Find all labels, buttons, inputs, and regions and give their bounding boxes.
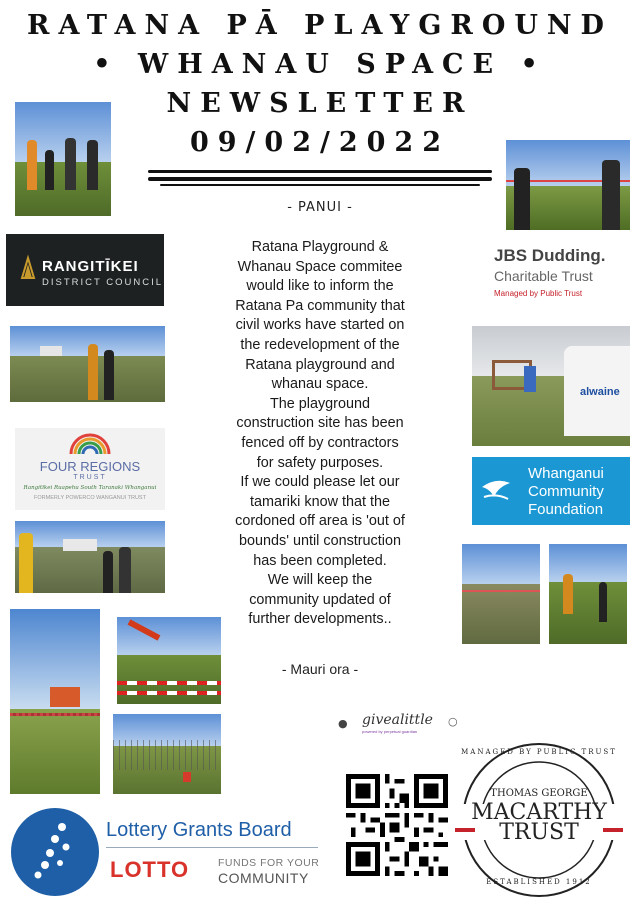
rangitikei-sub: DISTRICT COUNCIL <box>42 277 164 288</box>
newsletter-title-line3: NEWSLETTER <box>166 88 474 119</box>
seal-name-line3: TRUST <box>499 820 579 845</box>
qr-code-icon[interactable] <box>346 774 448 876</box>
photo-community-members <box>15 521 165 593</box>
lottery-name: Lottery Grants Board <box>106 819 292 841</box>
jbs-name: JBS Dudding. <box>494 246 606 265</box>
announcement-line: civil works have started on <box>235 317 405 334</box>
lottery-tagline-1: FUNDS FOR YOUR <box>218 857 320 869</box>
newsletter-title-line1: RATANA PĀ PLAYGROUND <box>27 10 613 41</box>
divider-rule-1 <box>148 170 492 173</box>
four-regions-name: FOUR REGIONS <box>39 459 141 474</box>
announcement-line: community updated of <box>249 591 391 608</box>
whanganui-line2: Community <box>528 483 604 500</box>
photo-fenced-construction <box>113 714 221 794</box>
circle-icon: ○ <box>448 715 458 728</box>
photo-people-by-fence <box>549 544 627 644</box>
four-regions-sub: TRUST <box>73 474 107 481</box>
photo-excavator-site <box>117 617 221 704</box>
divider-rule-2 <box>148 177 492 181</box>
divider-rule-3 <box>160 184 480 186</box>
seal-name-line1: THOMAS GEORGE <box>490 788 588 799</box>
photo-digger-behind-fence <box>10 609 100 794</box>
lotto-wordmark: LOTTO <box>110 857 190 882</box>
announcement-line: Whanau Space commitee <box>237 258 403 275</box>
announcement-line: would like to inform the <box>246 278 394 295</box>
four-regions-list: Rangitīkei Ruapehu South Taranaki Whanganui <box>23 485 157 491</box>
sign-off: - Mauri ora - <box>281 661 359 677</box>
four-regions-formerly: FORMERLY POWERCO WANGANUI TRUST <box>34 495 146 501</box>
whanganui-line1: Whanganui <box>528 465 604 482</box>
givealittle-logo <box>338 712 458 736</box>
announcement-text <box>205 238 435 630</box>
photo-people-at-site <box>10 326 165 402</box>
announcement-line: whanau space. <box>271 376 369 393</box>
announcement-line: Ratana Pa community that <box>235 297 405 314</box>
announcement-line: has been completed. <box>253 552 387 569</box>
announcement-line: The playground <box>269 395 370 412</box>
announcement-line: We will keep the <box>267 572 373 589</box>
whanganui-community-foundation-logo <box>472 457 630 525</box>
person-icon: ● <box>338 717 348 730</box>
announcement-line: Ratana playground and <box>245 356 395 373</box>
rangitikei-logo <box>6 234 164 306</box>
four-regions-trust-logo <box>15 428 165 510</box>
whanganui-bird-icon <box>472 457 518 525</box>
announcement-line: bounds' until construction <box>239 532 401 549</box>
givealittle-sub: powered by perpetual guardian <box>362 729 418 734</box>
jbs-dudding-logo <box>472 234 630 310</box>
whanganui-line3: Foundation <box>528 501 604 518</box>
seal-bottom-text: ESTABLISHED 1912 <box>486 878 592 886</box>
newsletter-date: 09/02/2022 <box>189 127 450 158</box>
announcement-line: If we could please let our <box>240 474 400 491</box>
jbs-managed: Managed by Public Trust <box>494 289 583 298</box>
photo-playground-and-van <box>472 326 630 446</box>
givealittle-name: givealittle <box>362 712 433 728</box>
announcement-line: the redevelopment of the <box>240 336 400 353</box>
seal-top-text: MANAGED BY PUBLIC TRUST <box>461 748 617 756</box>
photo-fenced-field <box>462 544 540 644</box>
photo-men-at-fence <box>506 140 630 230</box>
rangitikei-name: RANGITĪKEI <box>42 258 139 275</box>
lottery-figure-icon <box>10 807 100 897</box>
lottery-tagline-2: COMMUNITY <box>218 870 309 886</box>
newsletter-title-line2: • WHANAU SPACE • <box>93 49 547 80</box>
announcement-line: tamariki know that the <box>250 493 390 510</box>
lottery-grants-board-logo <box>10 807 320 897</box>
jbs-sub: Charitable Trust <box>494 268 593 284</box>
announcement-line: for safety purposes. <box>256 454 384 471</box>
seal-name-line2: MACARTHY <box>471 800 607 825</box>
announcement-line: fenced off by contractors <box>241 434 399 451</box>
announcement-line: Ratana Playground & <box>251 239 389 255</box>
announcement-line: cordoned off area is 'out of <box>235 513 405 530</box>
panui-heading: - PANUI - <box>287 200 353 215</box>
announcement-line: further developments.. <box>248 611 392 628</box>
van-lettering: alwaine <box>580 386 620 398</box>
macarthy-trust-seal <box>455 740 623 900</box>
announcement-line: construction site has been <box>236 415 404 432</box>
photo-group-on-field <box>15 102 111 216</box>
